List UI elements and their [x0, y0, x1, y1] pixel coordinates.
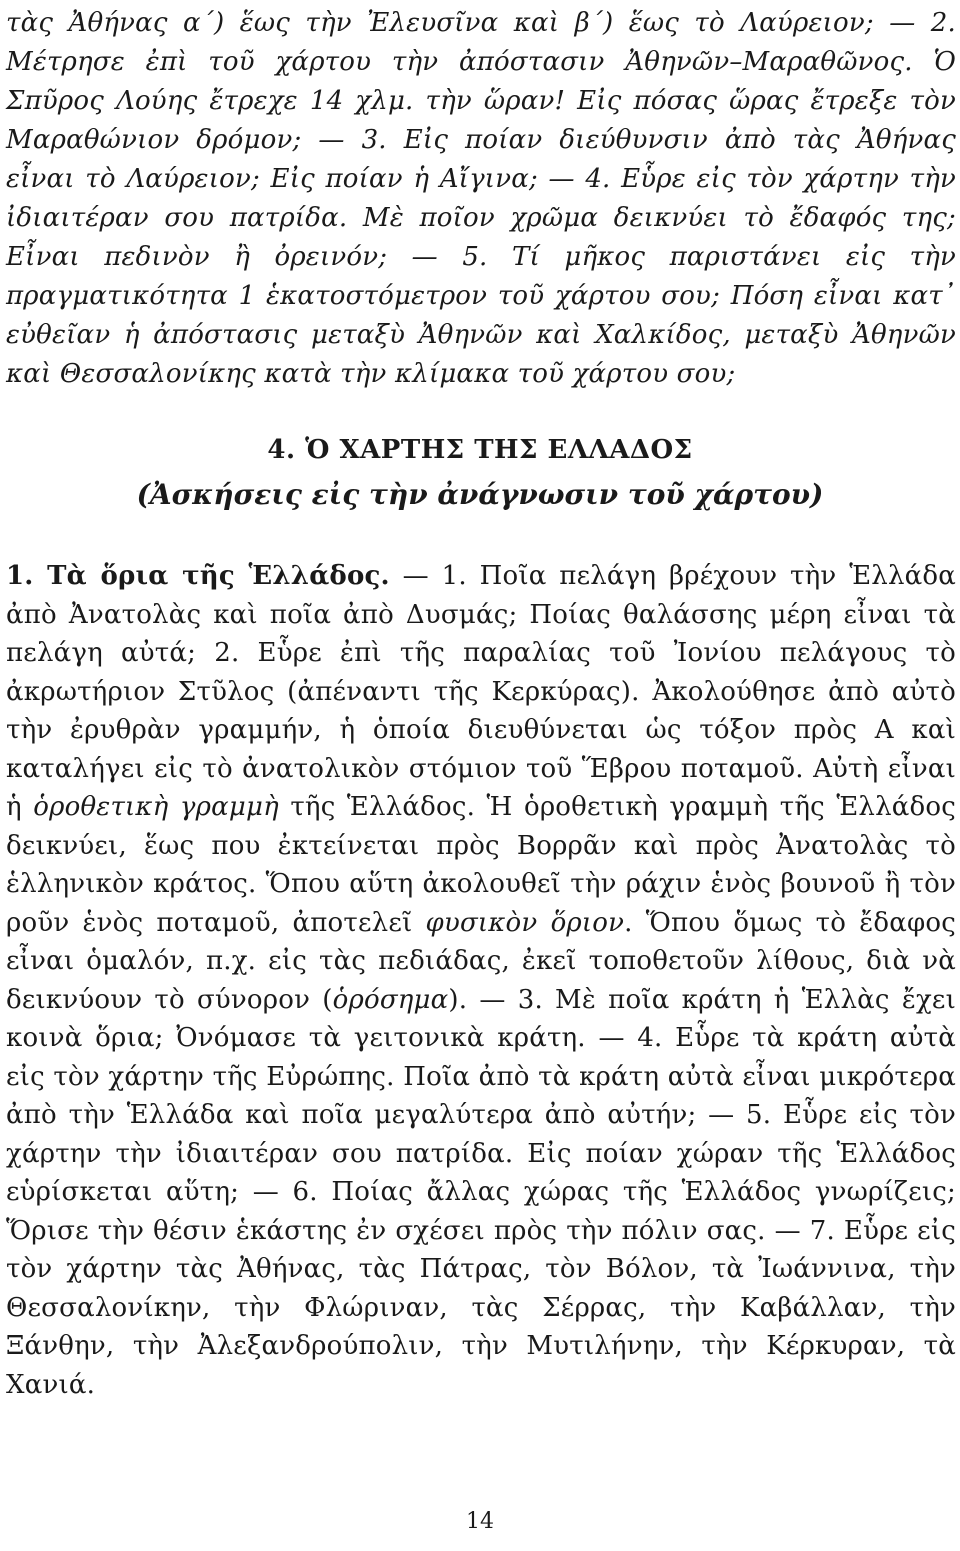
exercise-paragraph	[6, 557, 956, 1404]
text-run: ). — 3. Μὲ ποῖα κράτη ἡ Ἑλλὰς ἔχει κοινὰ ὅρια; Ὀνόμασε τὰ γειτονικὰ κράτη. — 4. Εὗρε τὰ κράτη αὐτὰ εἰς τὸν χάρτην τῆς Εὐρώπης. Ποῖα ἀπὸ τὰ κράτη αὐτὰ εἶναι μικρότερα ἀπὸ τὴν Ἑλλάδα καὶ ποῖα μεγαλύτερα ἀπὸ αὐτήν; — 5. Εὗρε εἰς τὸν χάρτην τὴν ἰδιαιτέραν σου πατρίδα. Εἰς ποίαν χώραν τῆς Ἑλλάδος εὑρίσκεται αὕτη; — 6. Ποίας ἄλλας χώρας τῆς Ἑλλάδος γνωρίζεις; Ὅρισε τὴν θέσιν ἑκάστης ἐν σχέσει πρὸς τὴν πόλιν σας. — 7. Εὗρε εἰς τὸν χάρτην τὰς Ἀθήνας, τὰς Πάτρας, τὸν Βόλον, τὰ Ἰωάννινα, τὴν Θεσσαλονίκην, τὴν Φλώριναν, τὰς Σέρρας, τὴν Καβάλλαν, τὴν Ξάνθην, τὴν Ἀλεξανδρούπολιν, τὴν Μυτιλήνην, τὴν Κέρκυραν, τὰ Χανιά.	[6, 984, 957, 1400]
text-run: τῆς Ἑλλάδος. Ἡ ὁροθετικὴ γραμμὴ τῆς Ἑλλάδος δεικνύει, ἕως που ἐκτείνεται πρὸς Βορρᾶν καὶ πρὸς Ἀνατολὰς τὸ ἑλληνικὸν κράτος. Ὅπου αὕτη ἀκολουθεῖ τὴν ράχιν ἑνὸς βουνοῦ ἢ τὸν ροῦν ἑνὸς ποταμοῦ, ἀποτελεῖ	[6, 792, 956, 938]
chapter-subtitle: (Ἀσκήσεις εἰς τὴν ἀνάγνωσιν τοῦ χάρτου)	[136, 478, 824, 511]
chapter-title: 4. Ὁ ΧΑΡΤΗΣ ΤΗΣ ΕΛΛΑΔΟΣ	[267, 435, 693, 465]
text-run: . Ὅπου ὅμως τὸ ἔδαφος εἶναι ὁμαλόν, π.χ. εἰς τὰς πεδιάδας, ἐκεῖ τοποθετοῦν λίθους, διὰ νὰ δεικνύουν τὸ σύνορον (	[6, 907, 956, 1015]
intro-paragraph: τὰς Ἀθήνας α΄) ἕως τὴν Ἐλευσῖνα καὶ β΄) ἕως τὸ Λαύρειον; — 2. Μέτρησε ἐπὶ τοῦ χάρτου τὴν ἀπόστασιν Ἀθηνῶν–Μαραθῶνος. Ὁ Σπῦρος Λούης ἔτρεχε 14 χλμ. τὴν ὥραν! Εἰς πόσας ὥρας ἔτρεξε τὸν Μαραθώνιον δρόμον; — 3. Εἰς ποίαν διεύθυνσιν ἀπὸ τὰς Ἀθήνας εἶναι τὸ Λαύρειον; Εἰς ποίαν ἡ Αἴγινα; — 4. Εὗρε εἰς τὸν χάρτην τὴν ἰδιαιτέραν σου πατρίδα. Μὲ ποῖον χρῶμα δεικνύει τὸ ἔδαφός της; Εἶναι πεδινὸν ἢ ὀρεινόν; — 5. Τί μῆκος παριστάνει εἰς τὴν πραγματικότητα 1 ἑκατοστόμετρον τοῦ χάρτου σου; Πόση εἶναι κατ᾽ εὐθεῖαν ἡ ἀπόστασις μεταξὺ Ἀθηνῶν καὶ Χαλκίδος, μεταξὺ Ἀθηνῶν καὶ Θεσσαλονίκης κατὰ τὴν κλίμακα τοῦ χάρτου σου;	[6, 8, 956, 389]
emphasis: ὁρόσημα	[332, 984, 449, 1015]
text-run: — 1. Ποῖα πελάγη βρέχουν τὴν Ἑλλάδα ἀπὸ Ἀνατολὰς καὶ ποῖα ἀπὸ Δυσμάς; Ποίας θαλάσσης μέρη εἶναι τὰ πελάγη αὐτά; 2. Εὗρε ἐπὶ τῆς παραλίας τοῦ Ἰονίου πελάγους τὸ ἀκρωτήριον Στῦλος (ἀπέναντι τῆς Κερκύρας). Ἀκολούθησε ἀπὸ αὐτὸ τὴν ἐρυθρὰν γραμμήν, ἡ ὁποία διευθύνεται ὡς τόξον πρὸς Α καὶ καταλήγει εἰς τὸ ἀνατολικὸν στόμιον τοῦ Ἕβρου ποταμοῦ. Αὐτὴ εἶναι ἡ	[6, 561, 956, 822]
emphasis: φυσικὸν ὅριον	[425, 907, 625, 938]
section-lead: 1. Τὰ ὅρια τῆς Ἑλλάδος.	[6, 561, 390, 591]
page-number: 14	[466, 1509, 494, 1534]
emphasis: ὁροθετικὴ γραμμὴ	[33, 792, 279, 822]
